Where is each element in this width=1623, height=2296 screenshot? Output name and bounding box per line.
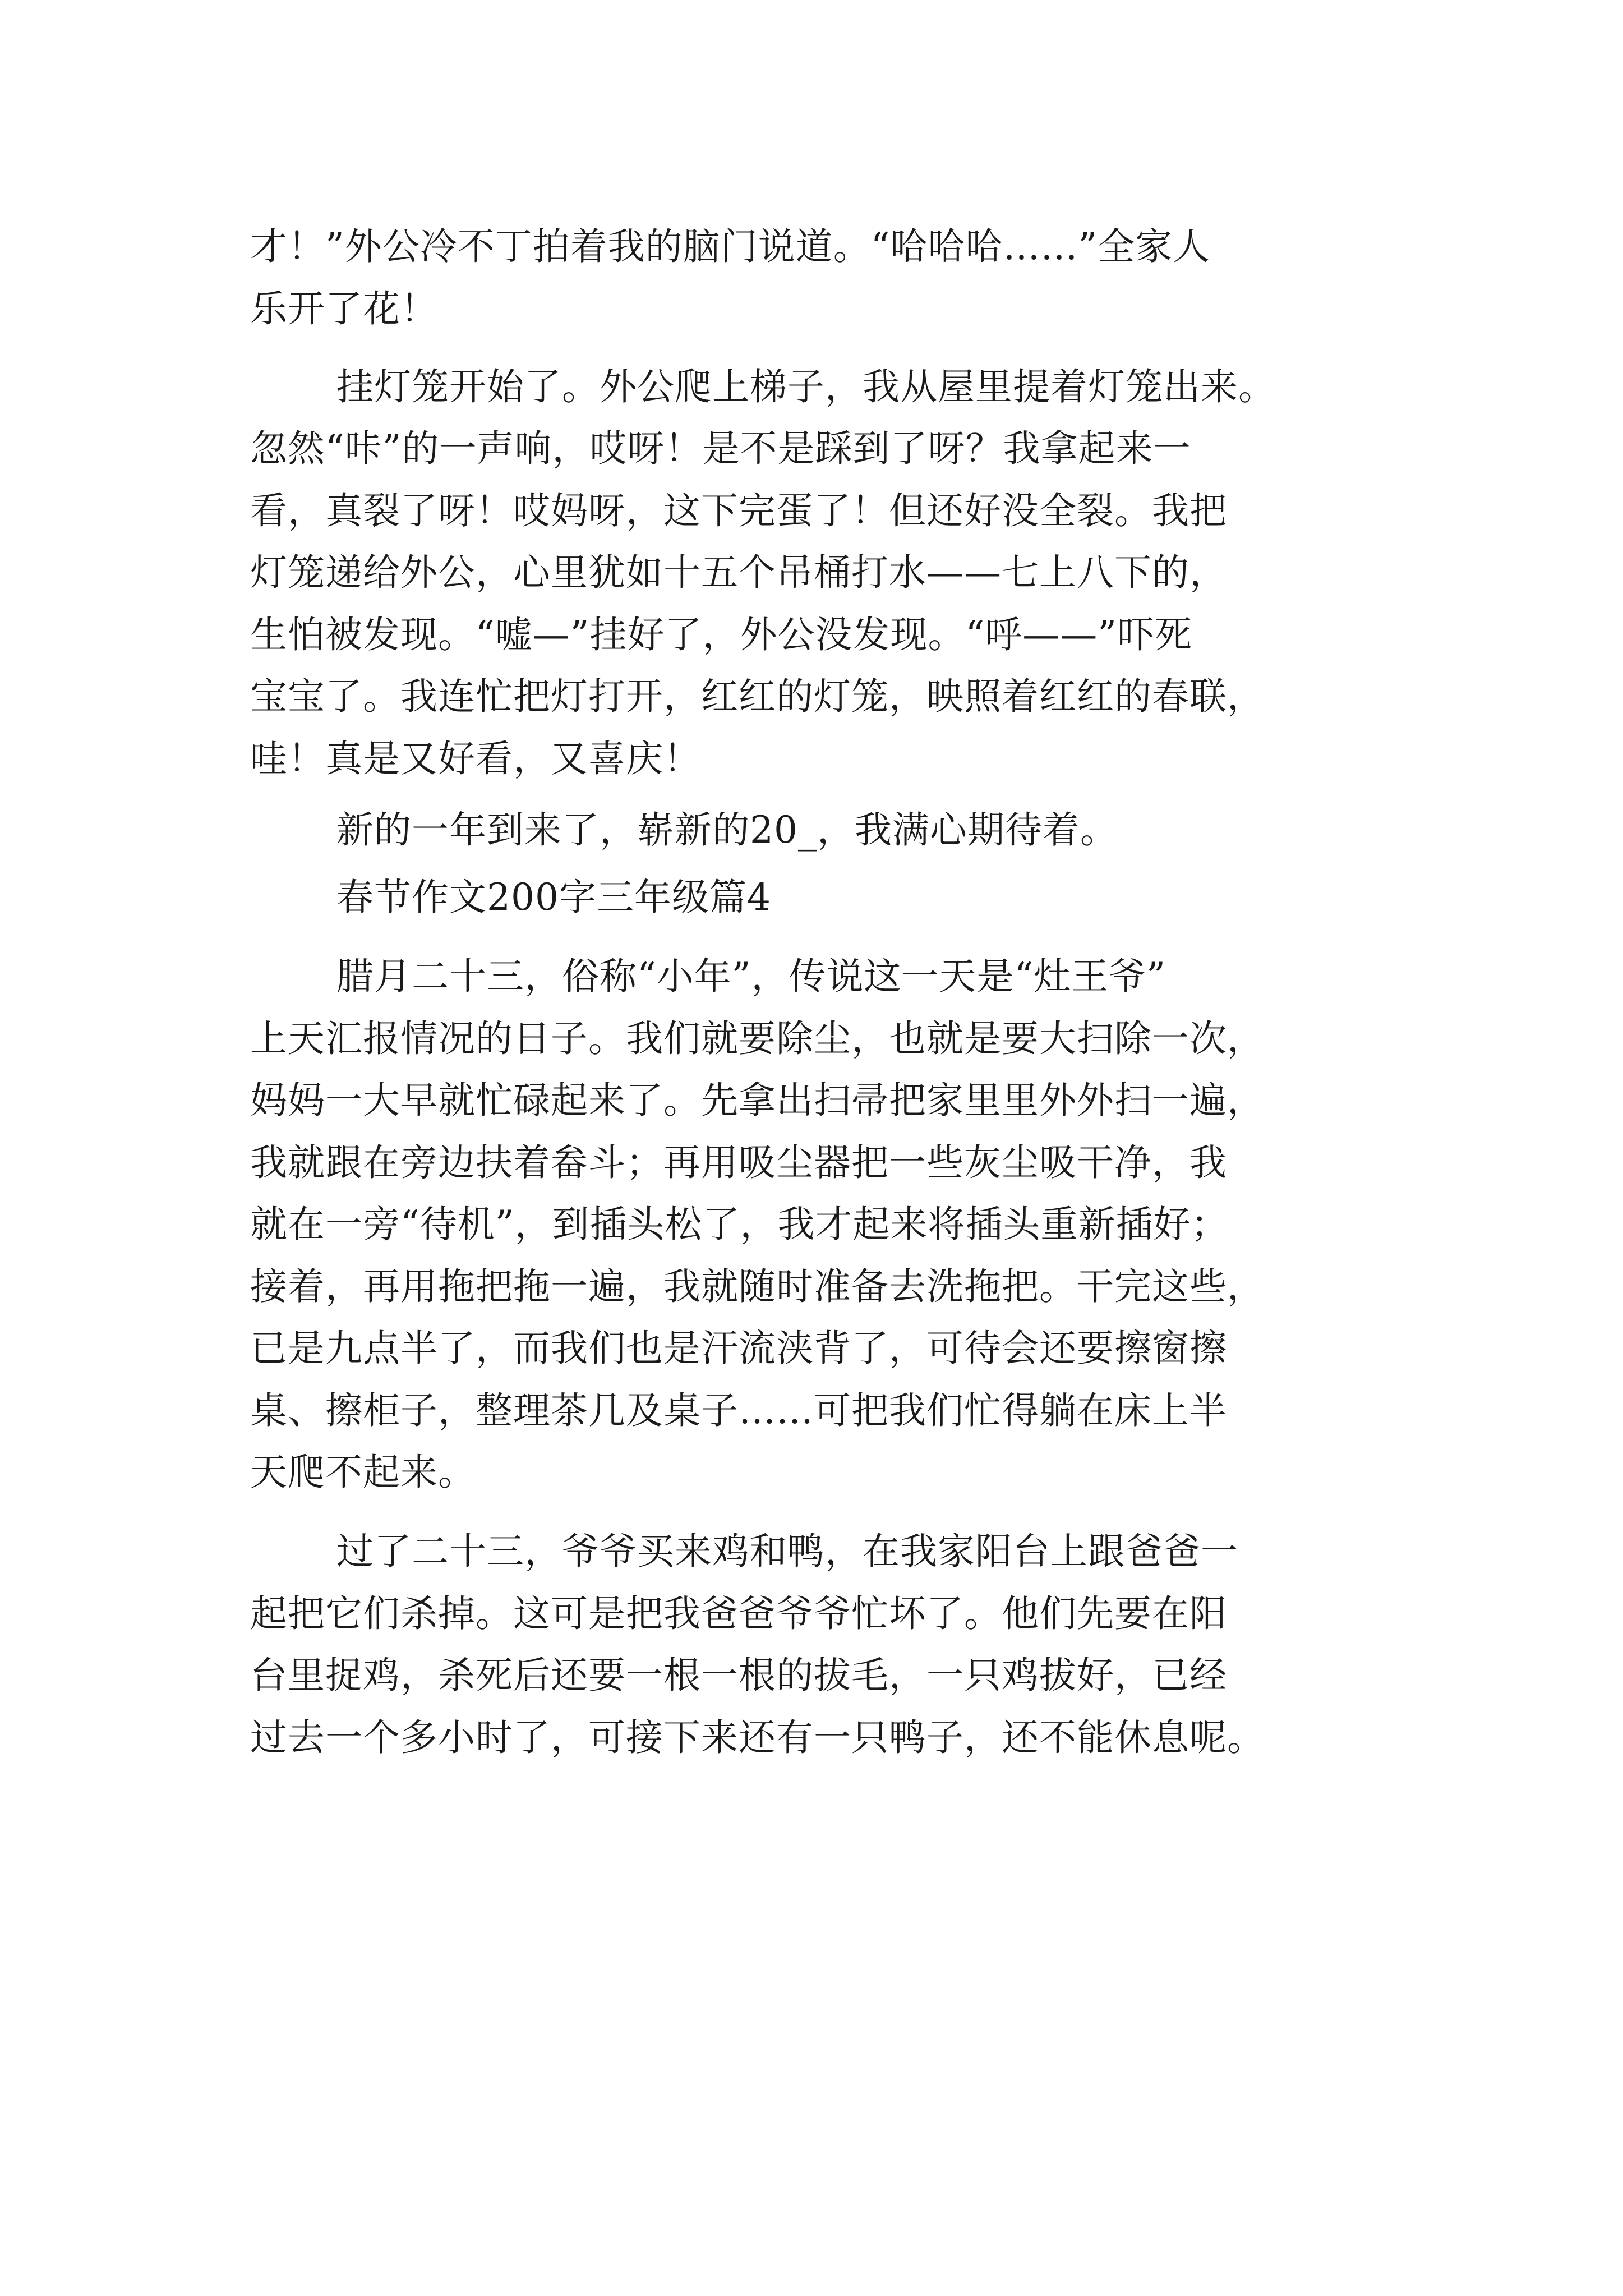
text-line: 桌、擦柜子，整理茶几及桌子……可把我们忙得躺在床上半 bbox=[250, 1389, 1227, 1432]
paragraph-start-line: 过了二十三，爷爷买来鸡和鸭，在我家阳台上跟爸爸一 bbox=[336, 1530, 1238, 1573]
text-line: 台里捉鸡，杀死后还要一根一根的拔毛，一只鸡拔好，已经 bbox=[250, 1654, 1227, 1697]
text-line: 起把它们杀掉。这可是把我爸爸爷爷忙坏了。他们先要在阳 bbox=[250, 1592, 1227, 1635]
text-line: 接着，再用拖把拖一遍，我就随时准备去洗拖把。干完这些， bbox=[250, 1265, 1265, 1308]
text-line: 灯笼递给外公，心里犹如十五个吊桶打水——七上八下的， bbox=[250, 551, 1227, 594]
text-line: 天爬不起来。 bbox=[250, 1451, 476, 1494]
text-line: 宝宝了。我连忙把灯打开，红红的灯笼，映照着红红的春联， bbox=[250, 675, 1265, 718]
text-line: 忽然“咔”的一声响，哎呀！是不是踩到了呀？我拿起来一 bbox=[250, 427, 1191, 470]
paragraph-start-line: 挂灯笼开始了。外公爬上梯子，我从屋里提着灯笼出来。 bbox=[336, 365, 1276, 408]
section-heading: 春节作文200字三年级篇4 bbox=[336, 876, 771, 919]
text-line: 哇！真是又好看，又喜庆！ bbox=[250, 737, 701, 780]
text-line: 乐开了花！ bbox=[250, 287, 438, 330]
text-line: 上天汇报情况的日子。我们就要除尘，也就是要大扫除一次， bbox=[250, 1017, 1265, 1060]
text-line: 过去一个多小时了，可接下来还有一只鸭子，还不能休息呢。 bbox=[250, 1716, 1265, 1759]
text-line: 我就跟在旁边扶着畚斗；再用吸尘器把一些灰尘吸干净，我 bbox=[250, 1141, 1227, 1184]
text-line: 就在一旁“待机”，到插头松了，我才起来将插头重新插好； bbox=[250, 1203, 1229, 1246]
text-line: 生怕被发现。“嘘—”挂好了，外公没发现。“呼——”吓死 bbox=[250, 613, 1192, 656]
text-line: 已是九点半了，而我们也是汗流浃背了，可待会还要擦窗擦 bbox=[250, 1327, 1227, 1370]
text-line: 妈妈一大早就忙碌起来了。先拿出扫帚把家里里外外扫一遍， bbox=[250, 1079, 1265, 1122]
paragraph-start-line: 新的一年到来了，崭新的20_，我满心期待着。 bbox=[336, 808, 1118, 852]
paragraph-start-line: 腊月二十三，俗称“小年”，传说这一天是“灶王爷” bbox=[336, 955, 1166, 998]
text-line: 看，真裂了呀！哎妈呀，这下完蛋了！但还好没全裂。我把 bbox=[250, 489, 1227, 532]
text-line: 才！”外公冷不丁拍着我的脑门说道。“哈哈哈……”全家人 bbox=[250, 225, 1211, 268]
